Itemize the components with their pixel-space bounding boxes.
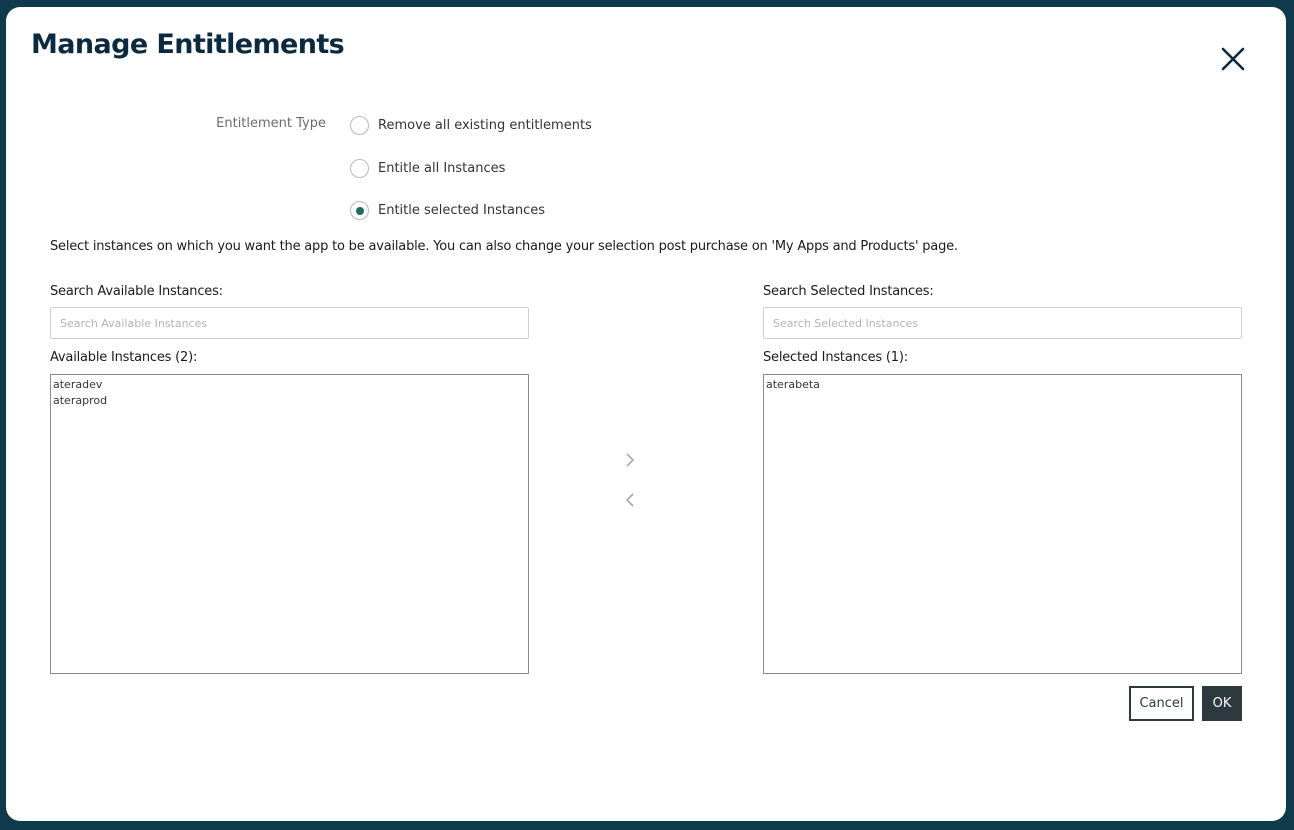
radio-label: Entitle all Instances: [378, 160, 506, 176]
move-right-button[interactable]: [620, 450, 640, 470]
radio-label: Remove all existing entitlements: [378, 117, 592, 133]
entitlement-type-label: Entitlement Type: [216, 116, 326, 131]
selected-instances-label: Selected Instances (1):: [763, 350, 908, 365]
search-available-input[interactable]: [50, 307, 529, 339]
selection-help-text: Select instances on which you want the app to be available. You can also change your selection post purchase on 'My Apps and Products' page.: [50, 239, 958, 254]
close-button[interactable]: [1216, 43, 1250, 77]
radio-button-checked[interactable]: [350, 201, 369, 220]
move-left-button[interactable]: [620, 490, 640, 510]
list-item[interactable]: aterabeta: [766, 378, 820, 391]
search-selected-label: Search Selected Instances:: [763, 284, 934, 299]
radio-button[interactable]: [350, 116, 369, 135]
ok-button[interactable]: OK: [1202, 686, 1242, 721]
dialog-title: Manage Entitlements: [31, 29, 345, 60]
radio-button[interactable]: [350, 159, 369, 178]
close-icon: [1216, 43, 1250, 77]
available-instances-list[interactable]: [50, 374, 529, 674]
available-instances-label: Available Instances (2):: [50, 350, 198, 365]
radio-label: Entitle selected Instances: [378, 202, 546, 218]
chevron-left-icon: [620, 490, 640, 510]
cancel-button[interactable]: Cancel: [1129, 686, 1194, 721]
radio-entitle-all[interactable]: [350, 157, 505, 179]
radio-remove-all[interactable]: [350, 114, 592, 136]
chevron-right-icon: [620, 450, 640, 470]
list-item[interactable]: ateradev: [53, 378, 103, 391]
search-selected-input[interactable]: [763, 307, 1242, 339]
selected-instances-list[interactable]: [763, 374, 1242, 674]
radio-entitle-selected[interactable]: [350, 199, 545, 221]
list-item[interactable]: ateraprod: [53, 394, 108, 407]
search-available-label: Search Available Instances:: [50, 284, 223, 299]
manage-entitlements-dialog: [6, 7, 1286, 821]
